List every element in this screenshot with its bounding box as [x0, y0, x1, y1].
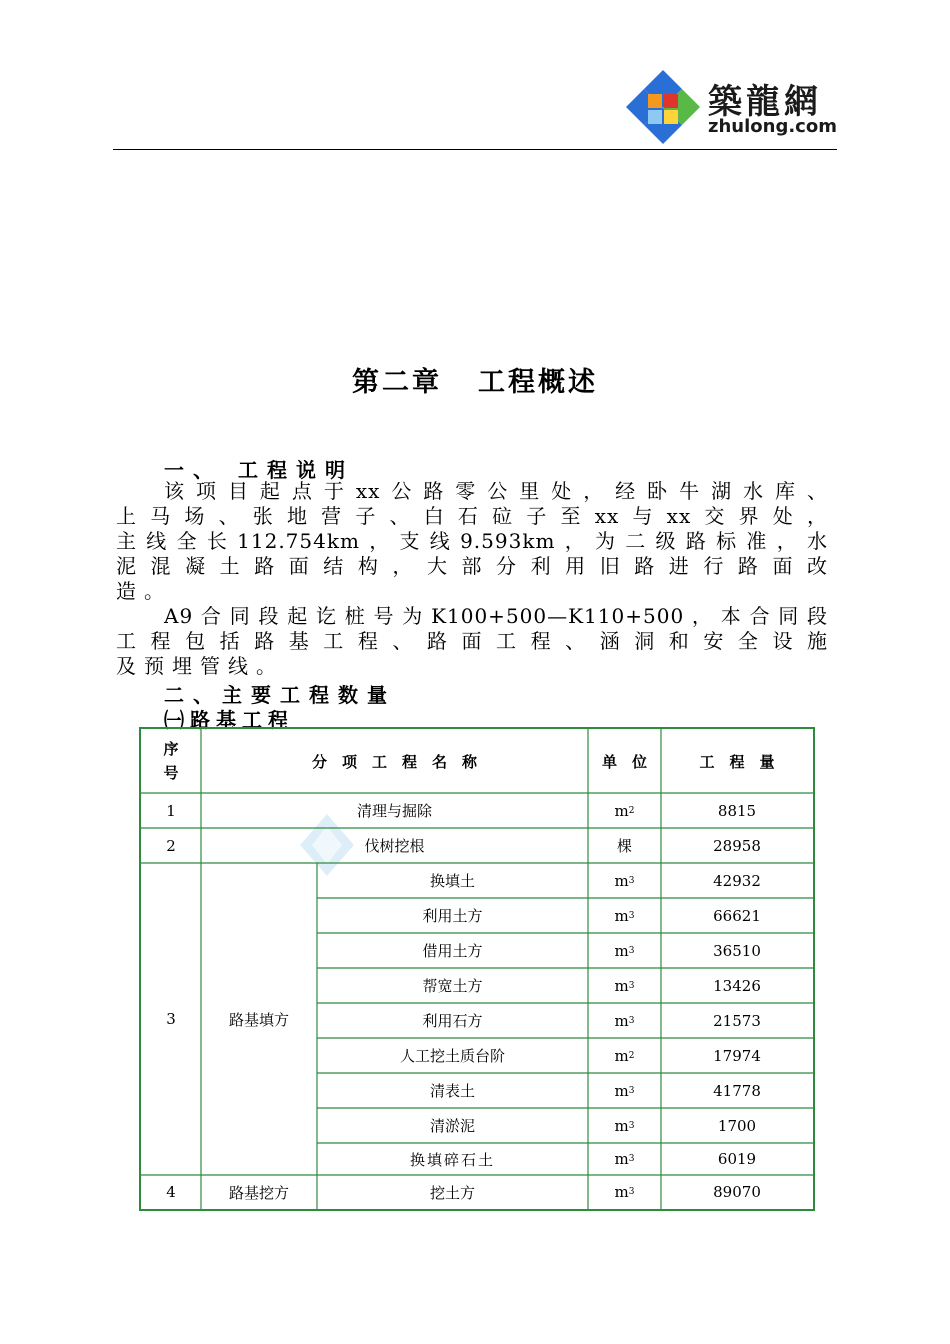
row-item-name: 清理与掘除	[356, 802, 432, 820]
row-quantity: 17974	[713, 1046, 761, 1065]
row-quantity: 13426	[713, 976, 761, 995]
section-heading-2: 二、主要工程数量	[164, 683, 396, 707]
earthwork-quantity-table	[139, 727, 815, 1211]
row-unit: m 3	[614, 1011, 635, 1030]
group-category: 路基填方	[228, 1010, 289, 1029]
row-item-name: 换填碎石土	[409, 1150, 495, 1169]
row-item-name: 伐树挖根	[364, 837, 425, 855]
paragraph-line: 该项目起点于xx公路零公里处，经卧牛湖水库、	[164, 479, 828, 503]
row-unit: m 2	[614, 801, 635, 820]
row-quantity: 28958	[713, 836, 761, 855]
row-item-name: 帮宽土方	[422, 977, 483, 995]
row-item-name: 人工挖土质台阶	[399, 1047, 505, 1065]
row-unit: m 3	[614, 1183, 635, 1201]
paragraph-line: 工程包括路基工程、路面工程、涵洞和安全设施	[116, 629, 828, 653]
zhulong-logo-icon	[624, 68, 702, 146]
row-seq: 2	[166, 836, 176, 855]
row-unit: m 3	[614, 906, 635, 925]
row-item-name: 借用土方	[422, 942, 483, 960]
group-seq: 4	[166, 1183, 176, 1201]
row-quantity: 41778	[713, 1081, 761, 1100]
row-quantity: 21573	[713, 1011, 761, 1030]
row-unit: m 3	[614, 976, 635, 995]
row-item-name: 清淤泥	[429, 1117, 475, 1135]
paragraph-line: 及预埋管线。	[116, 654, 284, 678]
row-unit: m 3	[614, 1116, 635, 1135]
row-quantity: 89070	[713, 1183, 761, 1201]
row-quantity: 42932	[713, 871, 761, 890]
brand-name-cn: 築龍網	[708, 82, 822, 122]
brand-name-en: zhulong.com	[708, 116, 837, 137]
row-unit: m 3	[614, 1150, 635, 1168]
group-seq: 3	[166, 1010, 176, 1028]
brand-logo	[624, 66, 836, 146]
paragraph-line: 泥混凝土路面结构，大部分利用旧路进行路面改	[116, 554, 828, 578]
row-item-name: 清表土	[429, 1082, 475, 1100]
row-quantity: 1700	[717, 1116, 757, 1135]
subsection-heading: ㈠路基工程	[164, 708, 294, 732]
row-quantity: 8815	[717, 801, 757, 820]
chapter-name: 工程概述	[478, 367, 598, 398]
header-divider	[113, 149, 837, 150]
row-seq: 1	[166, 801, 176, 820]
header-seq: 序 号	[163, 740, 179, 782]
header-item-name: 分 项 工 程 名 称	[311, 752, 477, 771]
row-unit: m 3	[614, 1081, 635, 1100]
row-quantity: 66621	[713, 906, 761, 925]
row-quantity: 6019	[717, 1150, 757, 1168]
row-unit: 棵	[616, 837, 632, 855]
row-item-name: 利用石方	[422, 1012, 483, 1030]
paragraph-line: 造。	[116, 579, 172, 603]
row-unit: m 3	[614, 941, 635, 960]
paragraph-line: 上马场、张地营子、白石砬子至xx与xx交界处，	[116, 504, 828, 528]
row-quantity: 36510	[713, 941, 761, 960]
row-item-name: 换填土	[429, 872, 475, 890]
row-item-name: 挖土方	[429, 1183, 475, 1202]
header-quantity: 工 程 量	[699, 752, 775, 771]
paragraph-line: A9合同段起讫桩号为K100+500—K110+500，本合同段	[164, 604, 828, 628]
section-heading-1: 一、 工程说明	[164, 458, 354, 482]
group-category: 路基挖方	[228, 1183, 289, 1202]
paragraph-line: 主线全长112.754km，支线9.593km，为二级路标准，水	[116, 529, 828, 553]
chapter-number: 第二章	[352, 367, 442, 398]
row-unit: m 2	[614, 1046, 635, 1065]
row-item-name: 利用土方	[422, 907, 483, 925]
chapter-title	[0, 360, 950, 399]
header-unit: 单 位	[601, 752, 647, 771]
row-unit: m 3	[614, 871, 635, 890]
